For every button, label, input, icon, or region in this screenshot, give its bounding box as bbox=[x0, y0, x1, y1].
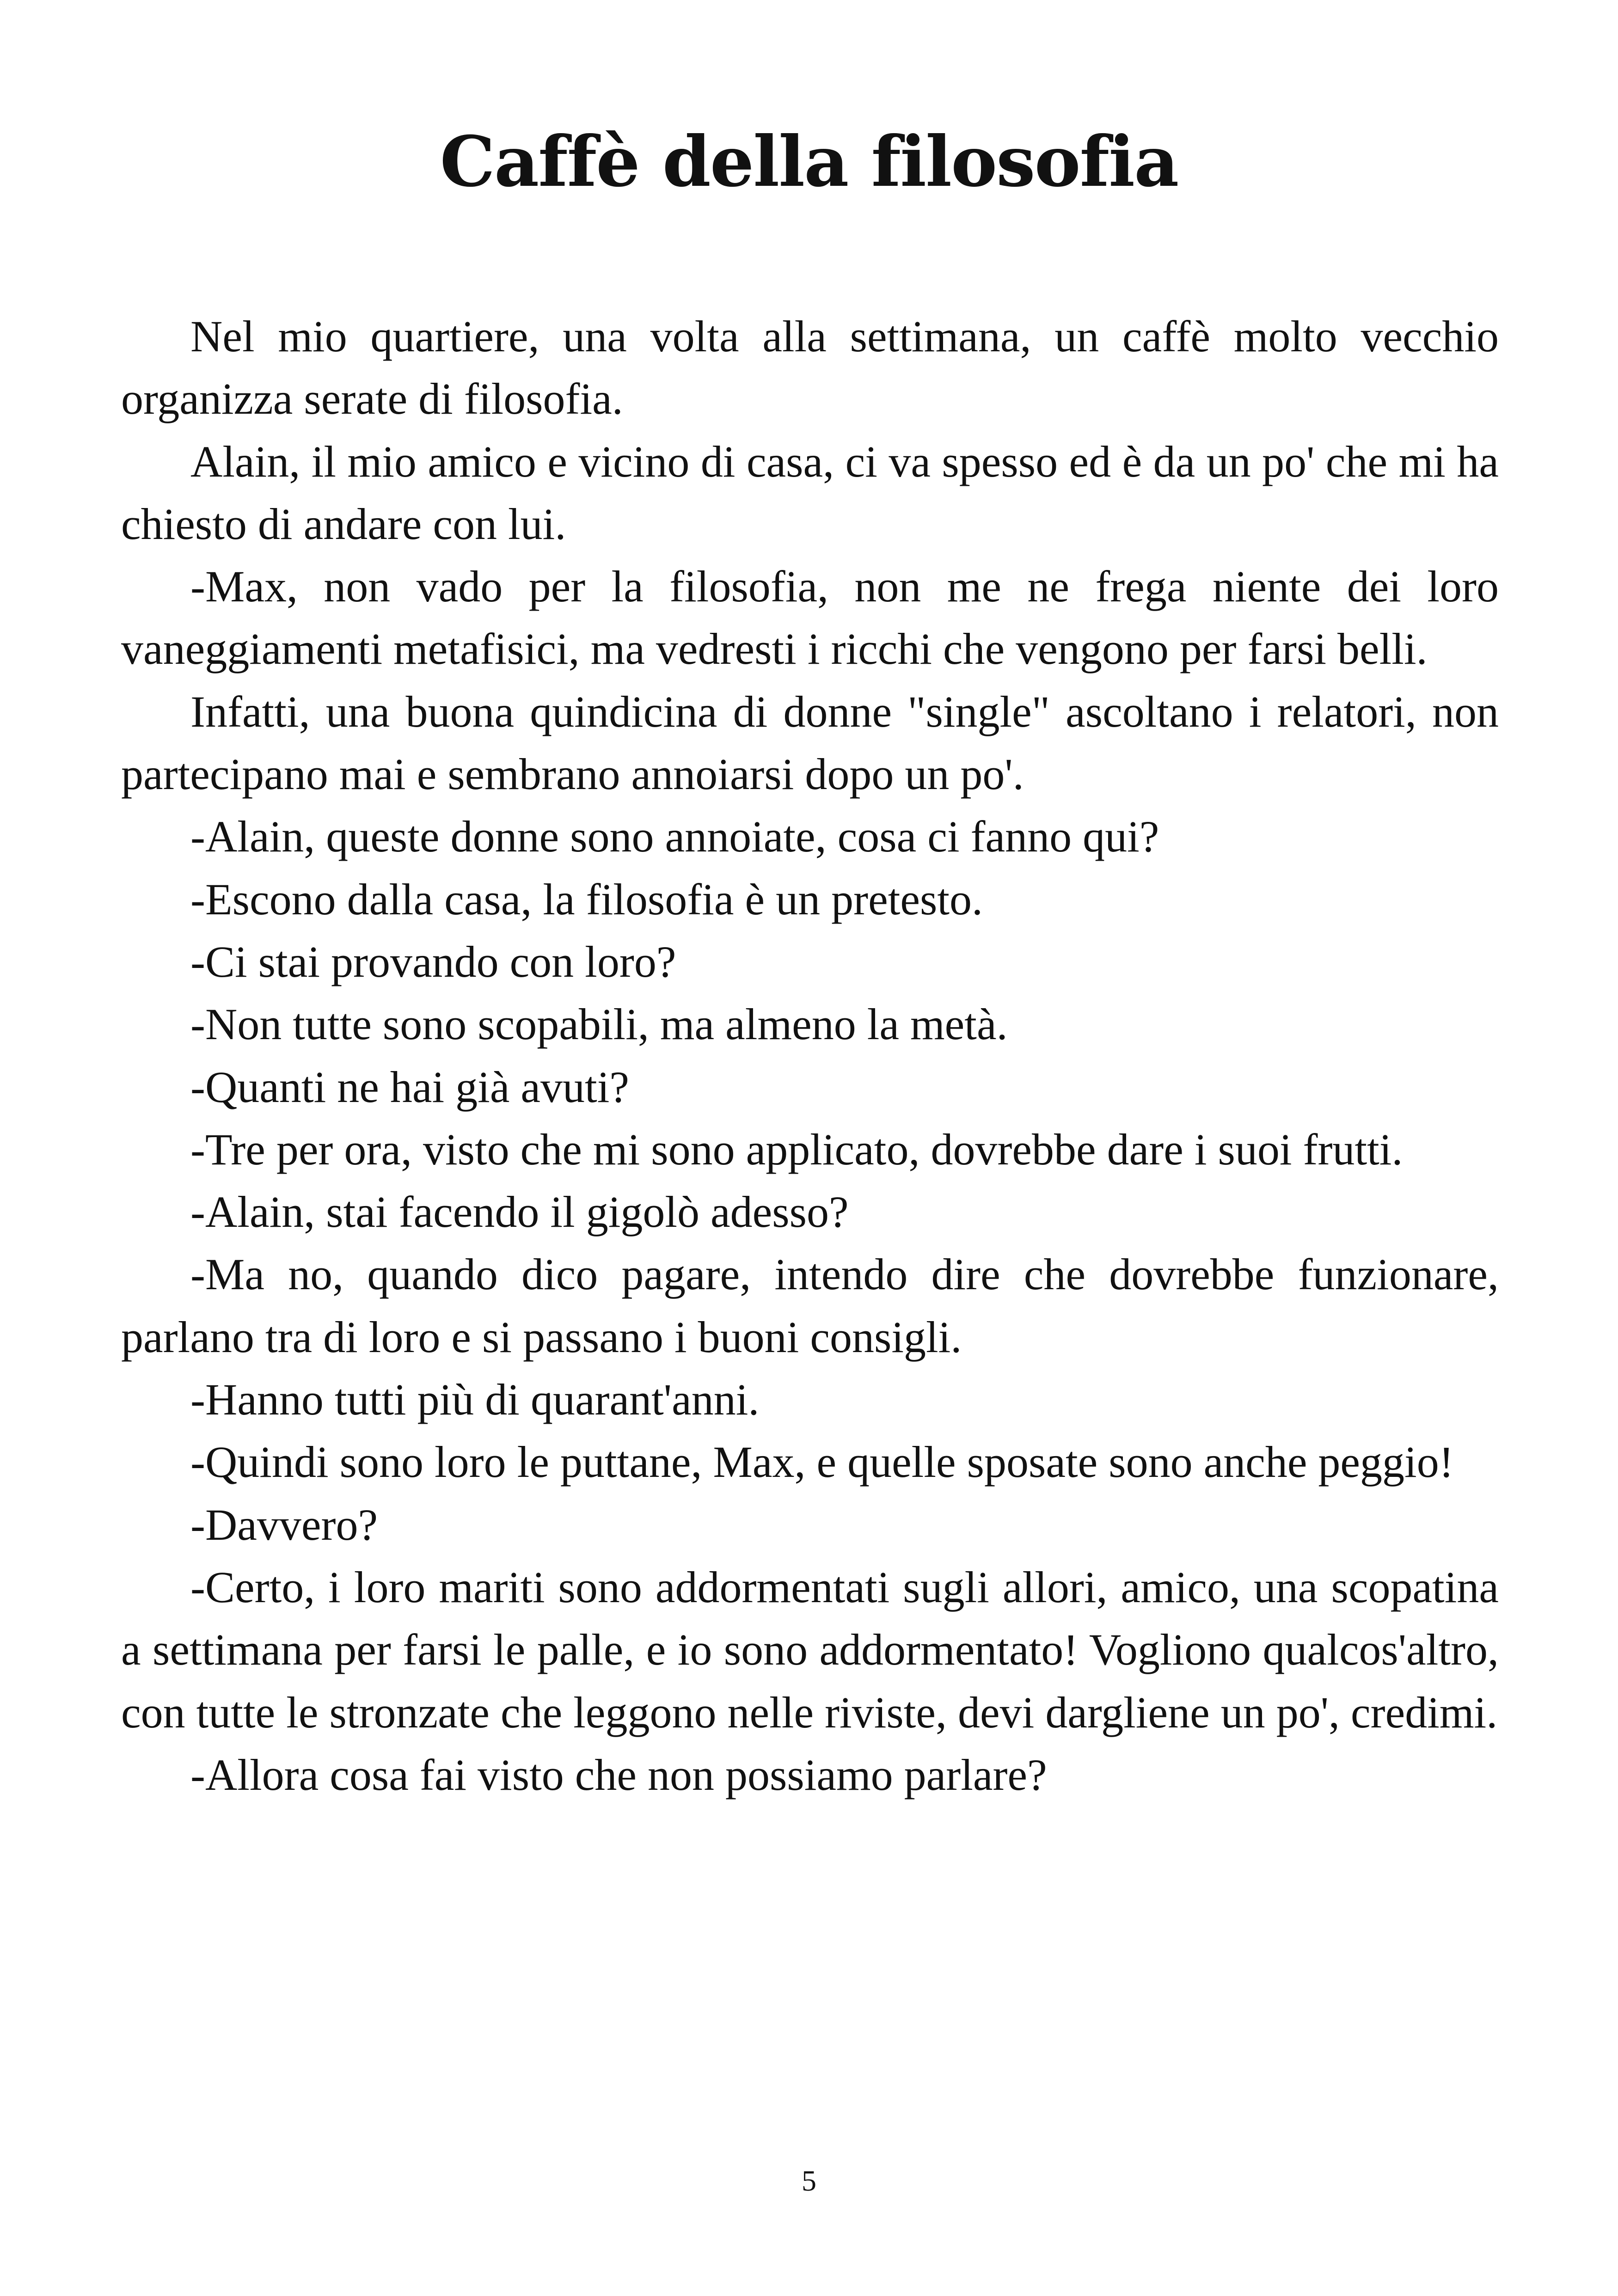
paragraph: -Escono dalla casa, la filosofia è un pretesto. bbox=[190, 874, 983, 924]
page-number: 5 bbox=[802, 2164, 816, 2197]
paragraph: -Ma no, quando dico pagare, intendo dire che dovrebbe funzionare, parlano tra di loro e si passano i buoni consigli. bbox=[121, 1249, 1499, 1362]
paragraph: -Quanti ne hai già avuti? bbox=[190, 1062, 629, 1112]
paragraph: -Allora cosa fai visto che non possiamo parlare? bbox=[190, 1750, 1047, 1800]
paragraph: -Max, non vado per la filosofia, non me ne frega niente dei loro vaneggiamenti metafisici, ma vedresti i ricchi che vengono per farsi belli. bbox=[121, 562, 1499, 674]
paragraph: Nel mio quartiere, una volta alla settimana, un caffè molto vecchio organizza serate di filosofia. bbox=[121, 312, 1499, 424]
chapter-title: Caffè della filosofia bbox=[440, 121, 1178, 202]
paragraph: -Hanno tutti più di quarant'anni. bbox=[190, 1375, 760, 1425]
body-text bbox=[121, 305, 1499, 1806]
paragraph: -Certo, i loro mariti sono addormentati sugli allori, amico, una scopatina a settimana per farsi le palle, e io sono addormentato! Vogliono qualcos'altro, con tutte le stronzate che leggono nelle riviste, devi dargliene un po', credimi. bbox=[121, 1562, 1499, 1737]
paragraph: -Non tutte sono scopabili, ma almeno la metà. bbox=[190, 999, 1008, 1049]
paragraph: -Tre per ora, visto che mi sono applicato, dovrebbe dare i suoi frutti. bbox=[190, 1124, 1403, 1174]
paragraph: -Davvero? bbox=[190, 1500, 378, 1549]
paragraph: Alain, il mio amico e vicino di casa, ci va spesso ed è da un po' che mi ha chiesto di andare con lui. bbox=[121, 436, 1499, 549]
paragraph: -Alain, queste donne sono annoiate, cosa ci fanno qui? bbox=[190, 812, 1159, 862]
paragraph: -Alain, stai facendo il gigolò adesso? bbox=[190, 1187, 849, 1237]
paragraph: -Ci stai provando con loro? bbox=[190, 937, 676, 986]
paragraph: Infatti, una buona quindicina di donne "single" ascoltano i relatori, non partecipano mai e sembrano annoiarsi dopo un po'. bbox=[121, 686, 1499, 799]
paragraph: -Quindi sono loro le puttane, Max, e quelle sposate sono anche peggio! bbox=[190, 1437, 1454, 1487]
